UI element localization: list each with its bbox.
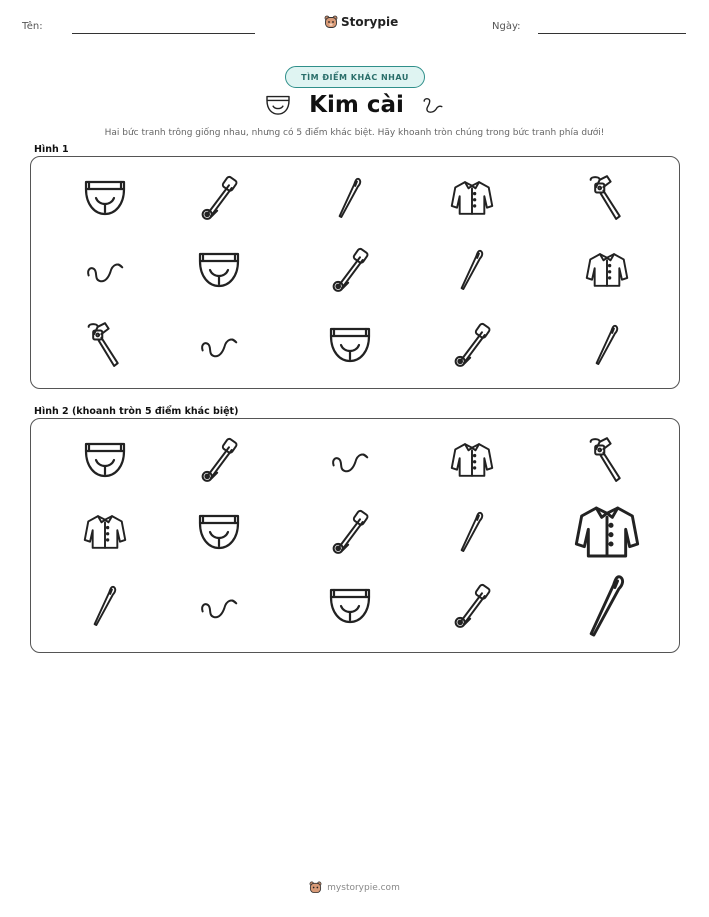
date-line[interactable] [538,33,686,34]
clamp-icon[interactable] [587,173,627,223]
needle-icon[interactable] [587,573,627,639]
hook-icon[interactable] [199,330,239,360]
needle-icon[interactable] [594,322,620,368]
page-title: Kim cài [0,92,709,122]
needle-icon[interactable] [459,247,485,293]
needle-icon[interactable] [337,175,363,221]
diaper-icon[interactable] [197,250,241,290]
footer-url[interactable]: mystorypie.com [327,882,400,893]
safety-pin-icon[interactable] [330,247,370,293]
bear-logo-icon [309,881,322,894]
shirt-icon[interactable] [585,250,629,290]
clamp-icon[interactable] [85,320,125,370]
footer [0,881,709,894]
diaper-icon[interactable] [197,512,241,552]
hook-icon[interactable] [199,591,239,621]
bear-logo-icon [324,15,338,29]
safety-pin-icon[interactable] [199,437,239,483]
safety-pin-icon[interactable] [330,509,370,555]
shirt-icon[interactable] [450,440,494,480]
picture2-label: Hình 2 (khoanh tròn 5 điểm khác biệt) [34,406,239,417]
shirt-icon[interactable] [450,178,494,218]
diaper-icon[interactable] [83,440,127,480]
clamp-icon[interactable] [587,435,627,485]
diaper-icon [265,94,291,116]
hook-icon [422,94,444,116]
hook-icon[interactable] [330,445,370,475]
name-label: Tên: [22,21,43,32]
brand-logo [324,15,398,29]
safety-pin-icon[interactable] [199,175,239,221]
shirt-icon[interactable] [83,512,127,552]
brand-name: Storypie [341,15,399,29]
shirt-icon[interactable] [572,504,642,560]
activity-badge: TÌM ĐIỂM KHÁC NHAU [285,66,425,88]
diaper-icon[interactable] [328,586,372,626]
date-label: Ngày: [492,21,521,32]
safety-pin-icon[interactable] [452,583,492,629]
name-line[interactable] [72,33,255,34]
diaper-icon[interactable] [83,178,127,218]
picture1-label: Hình 1 [34,144,69,155]
needle-icon[interactable] [92,583,118,629]
hook-icon[interactable] [85,255,125,285]
diaper-icon[interactable] [328,325,372,365]
instructions: Hai bức tranh trông giống nhau, nhưng có 5 điểm khác biệt. Hãy khoanh tròn chúng trong bức tranh phía dưới! [104,128,605,138]
needle-icon[interactable] [459,509,485,555]
safety-pin-icon[interactable] [452,322,492,368]
